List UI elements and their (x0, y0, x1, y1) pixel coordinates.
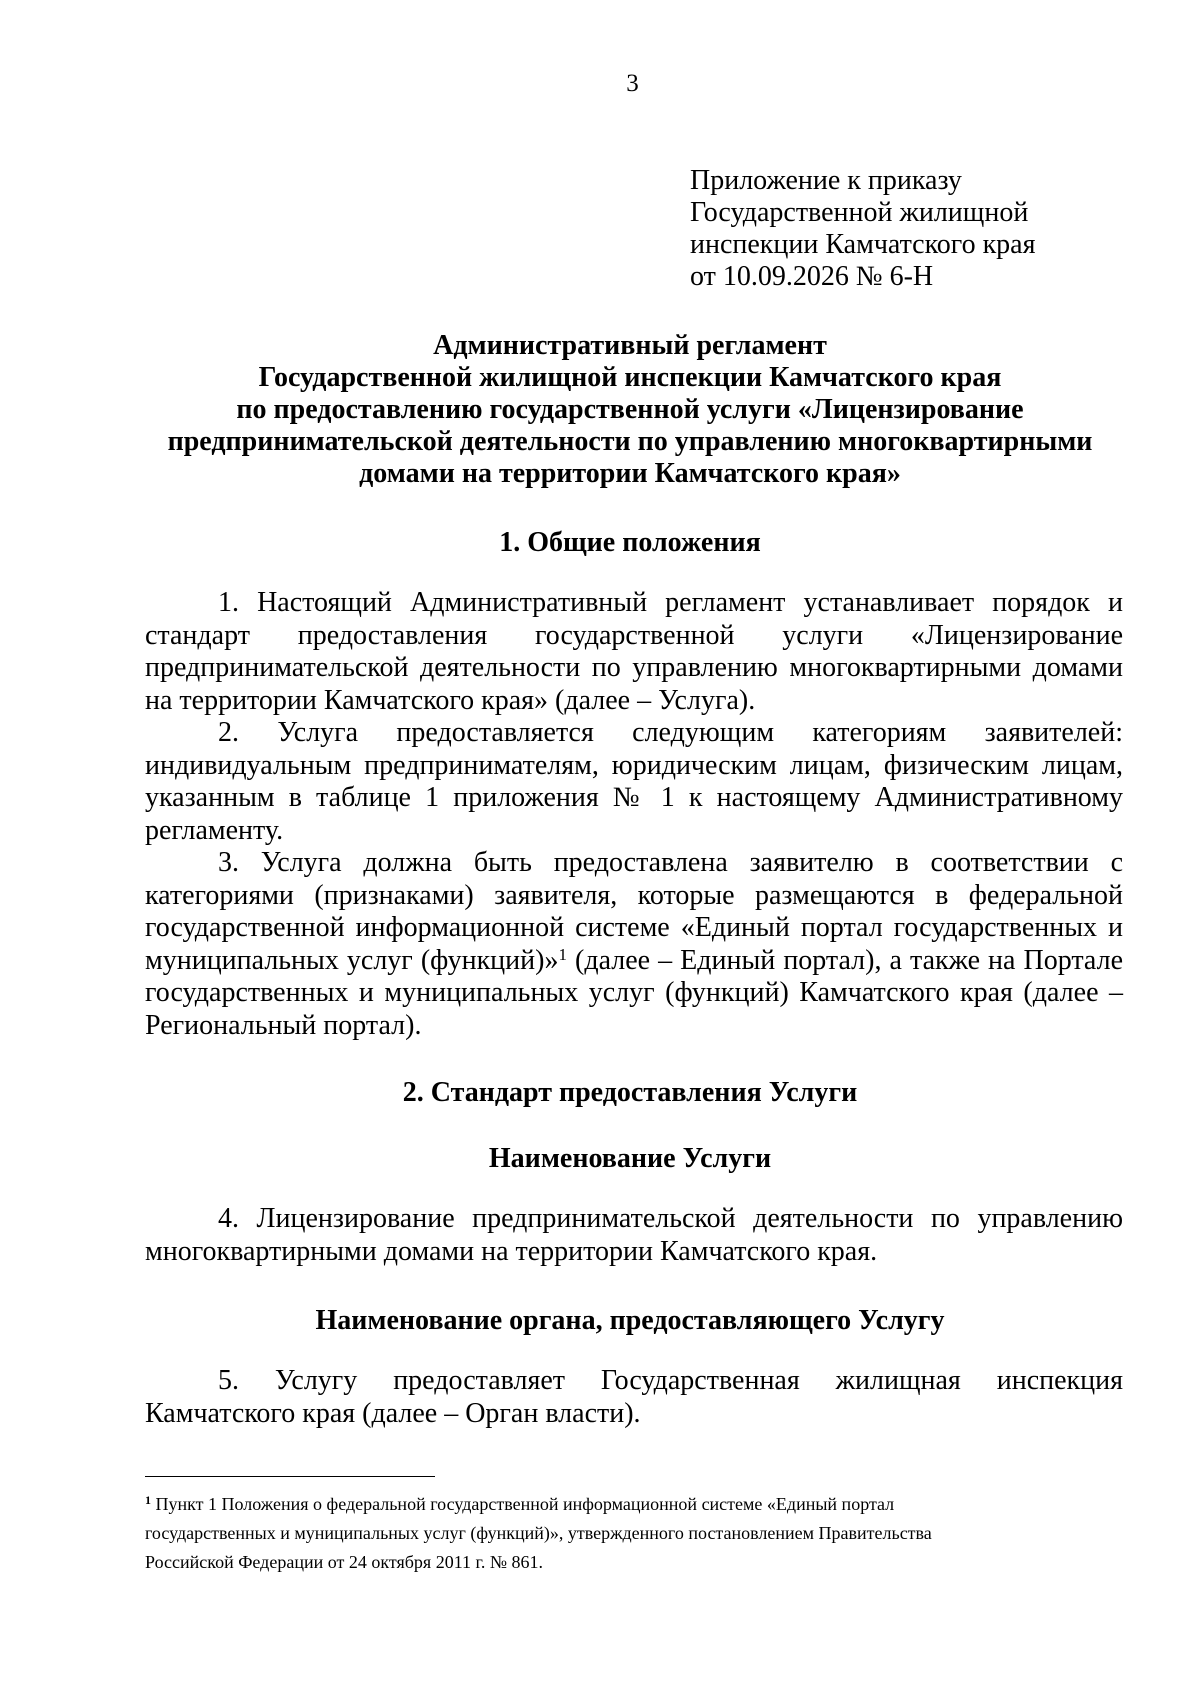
subheading-service-name: Наименование Услуги (488, 1143, 772, 1174)
paragraph-4: 4. Лицензирование предпринимательской деятельности по управлению многоквартирными домами на территории Камчатского края. (145, 1203, 1123, 1267)
appendix-block (690, 165, 1036, 293)
subheading-authority-name: Наименование органа, предоставляющего Услугу (315, 1305, 945, 1336)
section-heading-standard: 2. Стандарт предоставления Услуги (402, 1077, 858, 1108)
footnote-reference[interactable]: 1 (558, 944, 567, 964)
appendix-line: от 10.09.2026 № 6-Н (690, 261, 934, 292)
paragraph-3-text-cont: (далее – Единый портал), а также на Портале государственных и муниципальных услуг (функций) Камчатского края (далее – Региональный портал). (145, 944, 1124, 1041)
footnote-divider (145, 1476, 435, 1477)
paragraph-2: 2. Услуга предоставляется следующим категориям заявителей: индивидуальным предпринимателям, юридическим лицам, физическим лицам, указанным в таблице 1 приложения № 1 к настоящему Административному регламенту. (145, 717, 1123, 846)
document-title (140, 330, 1120, 490)
page-number: 3 (626, 70, 639, 97)
appendix-line: Приложение к приказу (690, 165, 962, 196)
title-line: предпринимательской деятельности по управлению многоквартирными (167, 426, 1093, 457)
paragraph-1: 1. Настоящий Административный регламент устанавливает порядок и стандарт предоставления государственной услуги «Лицензирование предпринимательской деятельности по управлению многоквартирными домами на территории Камчатского края» (далее – Услуга). (145, 587, 1123, 716)
title-line: Административный регламент (433, 330, 827, 361)
footnote-line (145, 1490, 1045, 1519)
paragraph-5: 5. Услугу предоставляет Государственная жилищная инспекция Камчатского края (далее – Орган власти). (145, 1365, 1123, 1429)
paragraph-3 (145, 847, 1123, 1042)
footnote-line: Российской Федерации от 24 октября 2011 г. № 861. (145, 1552, 544, 1572)
title-line: Государственной жилищной инспекции Камчатского края (258, 362, 1002, 393)
title-line: по предоставлению государственной услуги «Лицензирование (236, 394, 1024, 425)
footnote-mark: 1 (145, 1493, 151, 1507)
appendix-line: инспекции Камчатского края (690, 229, 1036, 260)
title-line: домами на территории Камчатского края» (359, 458, 901, 489)
footnote-text: Пункт 1 Положения о федеральной государственной информационной системе «Единый портал (151, 1494, 895, 1514)
footnote (145, 1490, 1045, 1577)
appendix-line: Государственной жилищной (690, 197, 1029, 228)
section-heading-general: 1. Общие положения (499, 527, 761, 558)
paragraph-3-text: 3. Услуга должна быть предоставлена заявителю в соответствии с категориями (признаками) заявителя, которые размещаются в федеральной государственной информационной системе «Единый портал государственных и муниципальных услуг (функций)» (145, 847, 1123, 976)
footnote-line: государственных и муниципальных услуг (функций)», утвержденного постановлением Правительства (145, 1523, 932, 1543)
